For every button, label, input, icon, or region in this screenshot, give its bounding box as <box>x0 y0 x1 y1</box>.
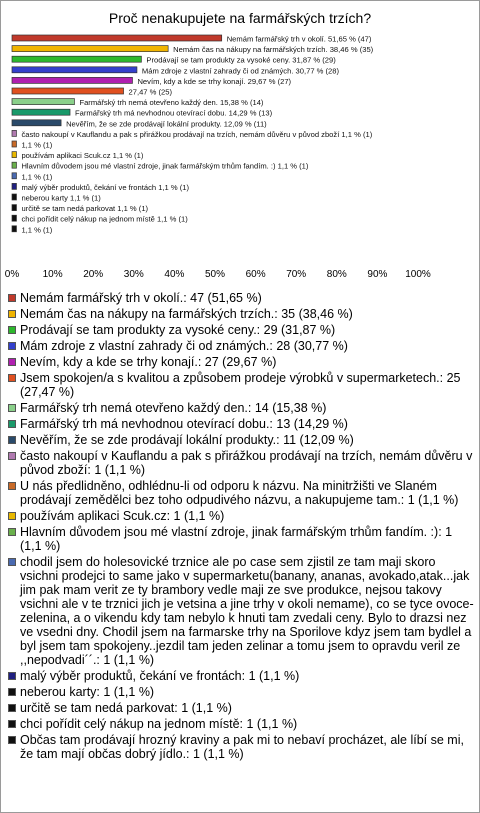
bar-label-14: malý výběr produktů, čekání ve frontách 1,1 % (1) <box>21 182 190 192</box>
bar-5 <box>12 88 124 94</box>
legend-swatch <box>8 326 16 334</box>
bar-label-10: 1,1 % (1) <box>21 140 53 150</box>
bar-18 <box>12 226 16 232</box>
legend-swatch <box>8 704 16 712</box>
legend-swatch <box>8 420 16 428</box>
bar-label-6: Farmářský trh nemá otevřeno každý den. 15,38 % (14) <box>79 98 264 108</box>
legend-swatch <box>8 512 16 520</box>
bar-label-11: používám aplikaci Scuk.cz 1,1 % (1) <box>21 151 144 161</box>
legend-swatch <box>8 436 16 444</box>
legend-swatch <box>8 358 16 366</box>
bar-15 <box>12 194 16 200</box>
legend-item <box>8 417 474 431</box>
legend-swatch <box>8 558 16 566</box>
bar-14 <box>12 183 16 189</box>
legend-item <box>8 525 474 553</box>
legend-item <box>8 291 474 305</box>
bar-label-16: určitě se tam nedá parkovat 1,1 % (1) <box>21 204 149 214</box>
bar-4 <box>12 77 132 83</box>
bar-label-9: často nakoupí v Kauflandu a pak s přirážkou prodávají na trzích, nemám důvěru v původ zboží 1,1 % (1) <box>21 129 373 139</box>
legend-swatch <box>8 672 16 680</box>
legend-label: určitě se tam nedá parkovat: 1 (1,1 %) <box>20 701 232 715</box>
legend-item <box>8 401 474 415</box>
legend-item <box>8 323 474 337</box>
legend-label: Hlavním důvodem jsou mé vlastní zdroje, jinak farmářským trhům fandím. :): 1 (1,1 %) <box>20 525 453 553</box>
bar-label-4: Nevím, kdy a kde se trhy konají. 29,67 % (27) <box>137 76 292 86</box>
legend-label: Nevěřím, že se zde prodávají lokální produkty.: 11 (12,09 %) <box>20 433 354 447</box>
legend-label: Nemám farmářský trh v okolí.: 47 (51,65 %) <box>20 291 262 305</box>
bar-label-12: Hlavním důvodem jsou mé vlastní zdroje, jinak farmářským trhům fandím. :) 1,1 % (1) <box>21 161 309 171</box>
legend-swatch <box>8 342 16 350</box>
legend-swatch <box>8 404 16 412</box>
legend-item <box>8 479 474 507</box>
legend-item <box>8 555 474 667</box>
legend-swatch <box>8 452 16 460</box>
bar-1 <box>12 46 168 52</box>
bar-9 <box>12 130 16 136</box>
bar-3 <box>12 67 137 73</box>
legend-item <box>8 669 474 683</box>
legend-label: Nemám čas na nákupy na farmářských trzích.: 35 (38,46 %) <box>20 307 353 321</box>
legend-label: chodil jsem do holesovické trznice ale po case sem zjistil ze tam maji skoro vsichni prodejci to same jako v supermarketu(banany, ananas, avokado,atak...jak jim pak mam verit ze ty brambory vedle maji ze sve produkce, nejsou takovy vsichni ale v te trznici jich je vetsina a jine trhy v okoli nemame), co se tyce ovoce-zelenina, a o vikendu kdy tam nebylo k hnuti tam zvedali ceny. Bylo to drazsi nez ve vsedni dny. Chodil jsem na farmarske trhy na Sporilove kdyz jsem tam bydlel a byl jsem tam spokojeny..jezdil tam jeden zelinar a tomu jsem to opravdu veril ze ,,nepodvadi´´.: 1 (1,1 %) <box>20 555 474 667</box>
bar-11 <box>12 152 16 158</box>
bar-7 <box>12 109 70 115</box>
bar-label-1: Nemám čas na nákupy na farmářských trzích. 38,46 % (35) <box>173 45 374 55</box>
x-tick-label: 30% <box>123 269 144 280</box>
legend-label: Farmářský trh nemá otevřeno každý den.: 14 (15,38 %) <box>20 401 327 415</box>
legend-label: používám aplikaci Scuk.cz: 1 (1,1 %) <box>20 509 225 523</box>
bar-17 <box>12 215 16 221</box>
legend-item <box>8 701 474 715</box>
bar-0 <box>12 35 222 41</box>
legend-label: U nás předlidněno, odhlédnu-li od odporu k názvu. Na minitržišti ve Slaném prodávají zemědělci bez toho odpudivého názvu, a nakupujeme tam.: 1 (1,1 %) <box>20 479 459 507</box>
legend-item <box>8 355 474 369</box>
x-tick-label: 60% <box>245 269 266 280</box>
legend-item <box>8 509 474 523</box>
legend-label: chci pořídit celý nákup na jednom místě: 1 (1,1 %) <box>20 717 298 731</box>
x-tick-label: 10% <box>42 269 63 280</box>
bar-2 <box>12 56 141 62</box>
x-tick-label: 100% <box>405 269 431 280</box>
bar-label-8: Nevěřím, že se zde prodávají lokální produkty. 12,09 % (11) <box>66 119 267 129</box>
legend-label: často nakoupí v Kauflandu a pak s přirážkou prodávají na trzích, nemám důvěru v původ zboží: 1 (1,1 %) <box>20 449 473 477</box>
bar-label-2: Prodávají se tam produkty za vysoké ceny. 31,87 % (29) <box>146 55 336 65</box>
bar-chart-plot <box>0 0 480 290</box>
legend-item <box>8 685 474 699</box>
x-tick-label: 80% <box>326 269 347 280</box>
bar-label-5: 27,47 % (25) <box>128 87 173 97</box>
legend-label: neberou karty: 1 (1,1 %) <box>20 685 155 699</box>
x-tick-label: 50% <box>204 269 226 280</box>
bar-label-18: 1,1 % (1) <box>21 225 53 235</box>
legend-label: malý výběr produktů, čekání ve frontách: 1 (1,1 %) <box>20 669 300 683</box>
bar-label-3: Mám zdroje z vlastní zahrady či od známých. 30,77 % (28) <box>141 66 340 76</box>
legend-label: Jsem spokojen/a s kvalitou a způsobem prodeje výrobků v supermarketech.: 25 (27,47 %) <box>20 371 461 399</box>
legend-label: Farmářský trh má nevhodnou otevírací dobu.: 13 (14,29 %) <box>20 417 348 431</box>
bar-16 <box>12 205 16 211</box>
legend-item <box>8 307 474 321</box>
bar-6 <box>12 99 74 105</box>
bar-label-13: 1,1 % (1) <box>21 172 53 182</box>
x-tick-label: 0% <box>4 269 20 280</box>
legend-label: Občas tam prodávají hrozný kraviny a pak mi to nebaví procházet, ale líbí se mi, že tam mají občas dobrý jídlo.: 1 (1,1 %) <box>20 733 464 761</box>
legend-swatch <box>8 482 16 490</box>
chart-title: Proč nenakupujete na farmářských trzích? <box>108 10 372 26</box>
x-tick-label: 40% <box>164 269 185 280</box>
legend-swatch <box>8 374 16 382</box>
legend-swatch <box>8 688 16 696</box>
legend-item <box>8 717 474 731</box>
x-tick-label: 20% <box>83 269 104 280</box>
bar-label-0: Nemám farmářský trh v okolí. 51,65 % (47) <box>226 34 372 44</box>
legend-item <box>8 339 474 353</box>
bar-label-17: chci pořídit celý nákup na jednom místě 1,1 % (1) <box>21 214 188 224</box>
x-tick-label: 90% <box>367 269 388 280</box>
legend-swatch <box>8 720 16 728</box>
bar-8 <box>12 120 61 126</box>
legend-swatch <box>8 294 16 302</box>
bar-10 <box>12 141 16 147</box>
legend-item <box>8 733 474 761</box>
bar-12 <box>12 162 16 168</box>
legend-swatch <box>8 736 16 744</box>
bar-label-15: neberou karty 1,1 % (1) <box>21 193 101 203</box>
chart-legend <box>8 291 474 763</box>
legend-swatch <box>8 310 16 318</box>
legend-item <box>8 449 474 477</box>
legend-item <box>8 371 474 399</box>
legend-swatch <box>8 528 16 536</box>
legend-item <box>8 433 474 447</box>
bar-label-7: Farmářský trh má nevhodnou otevírací dobu. 14,29 % (13) <box>75 108 273 118</box>
x-tick-label: 70% <box>286 269 307 280</box>
legend-label: Mám zdroje z vlastní zahrady či od známých.: 28 (30,77 %) <box>20 339 348 353</box>
legend-label: Prodávají se tam produkty za vysoké ceny.: 29 (31,87 %) <box>20 323 336 337</box>
bar-13 <box>12 173 16 179</box>
legend-label: Nevím, kdy a kde se trhy konají.: 27 (29,67 %) <box>20 355 277 369</box>
